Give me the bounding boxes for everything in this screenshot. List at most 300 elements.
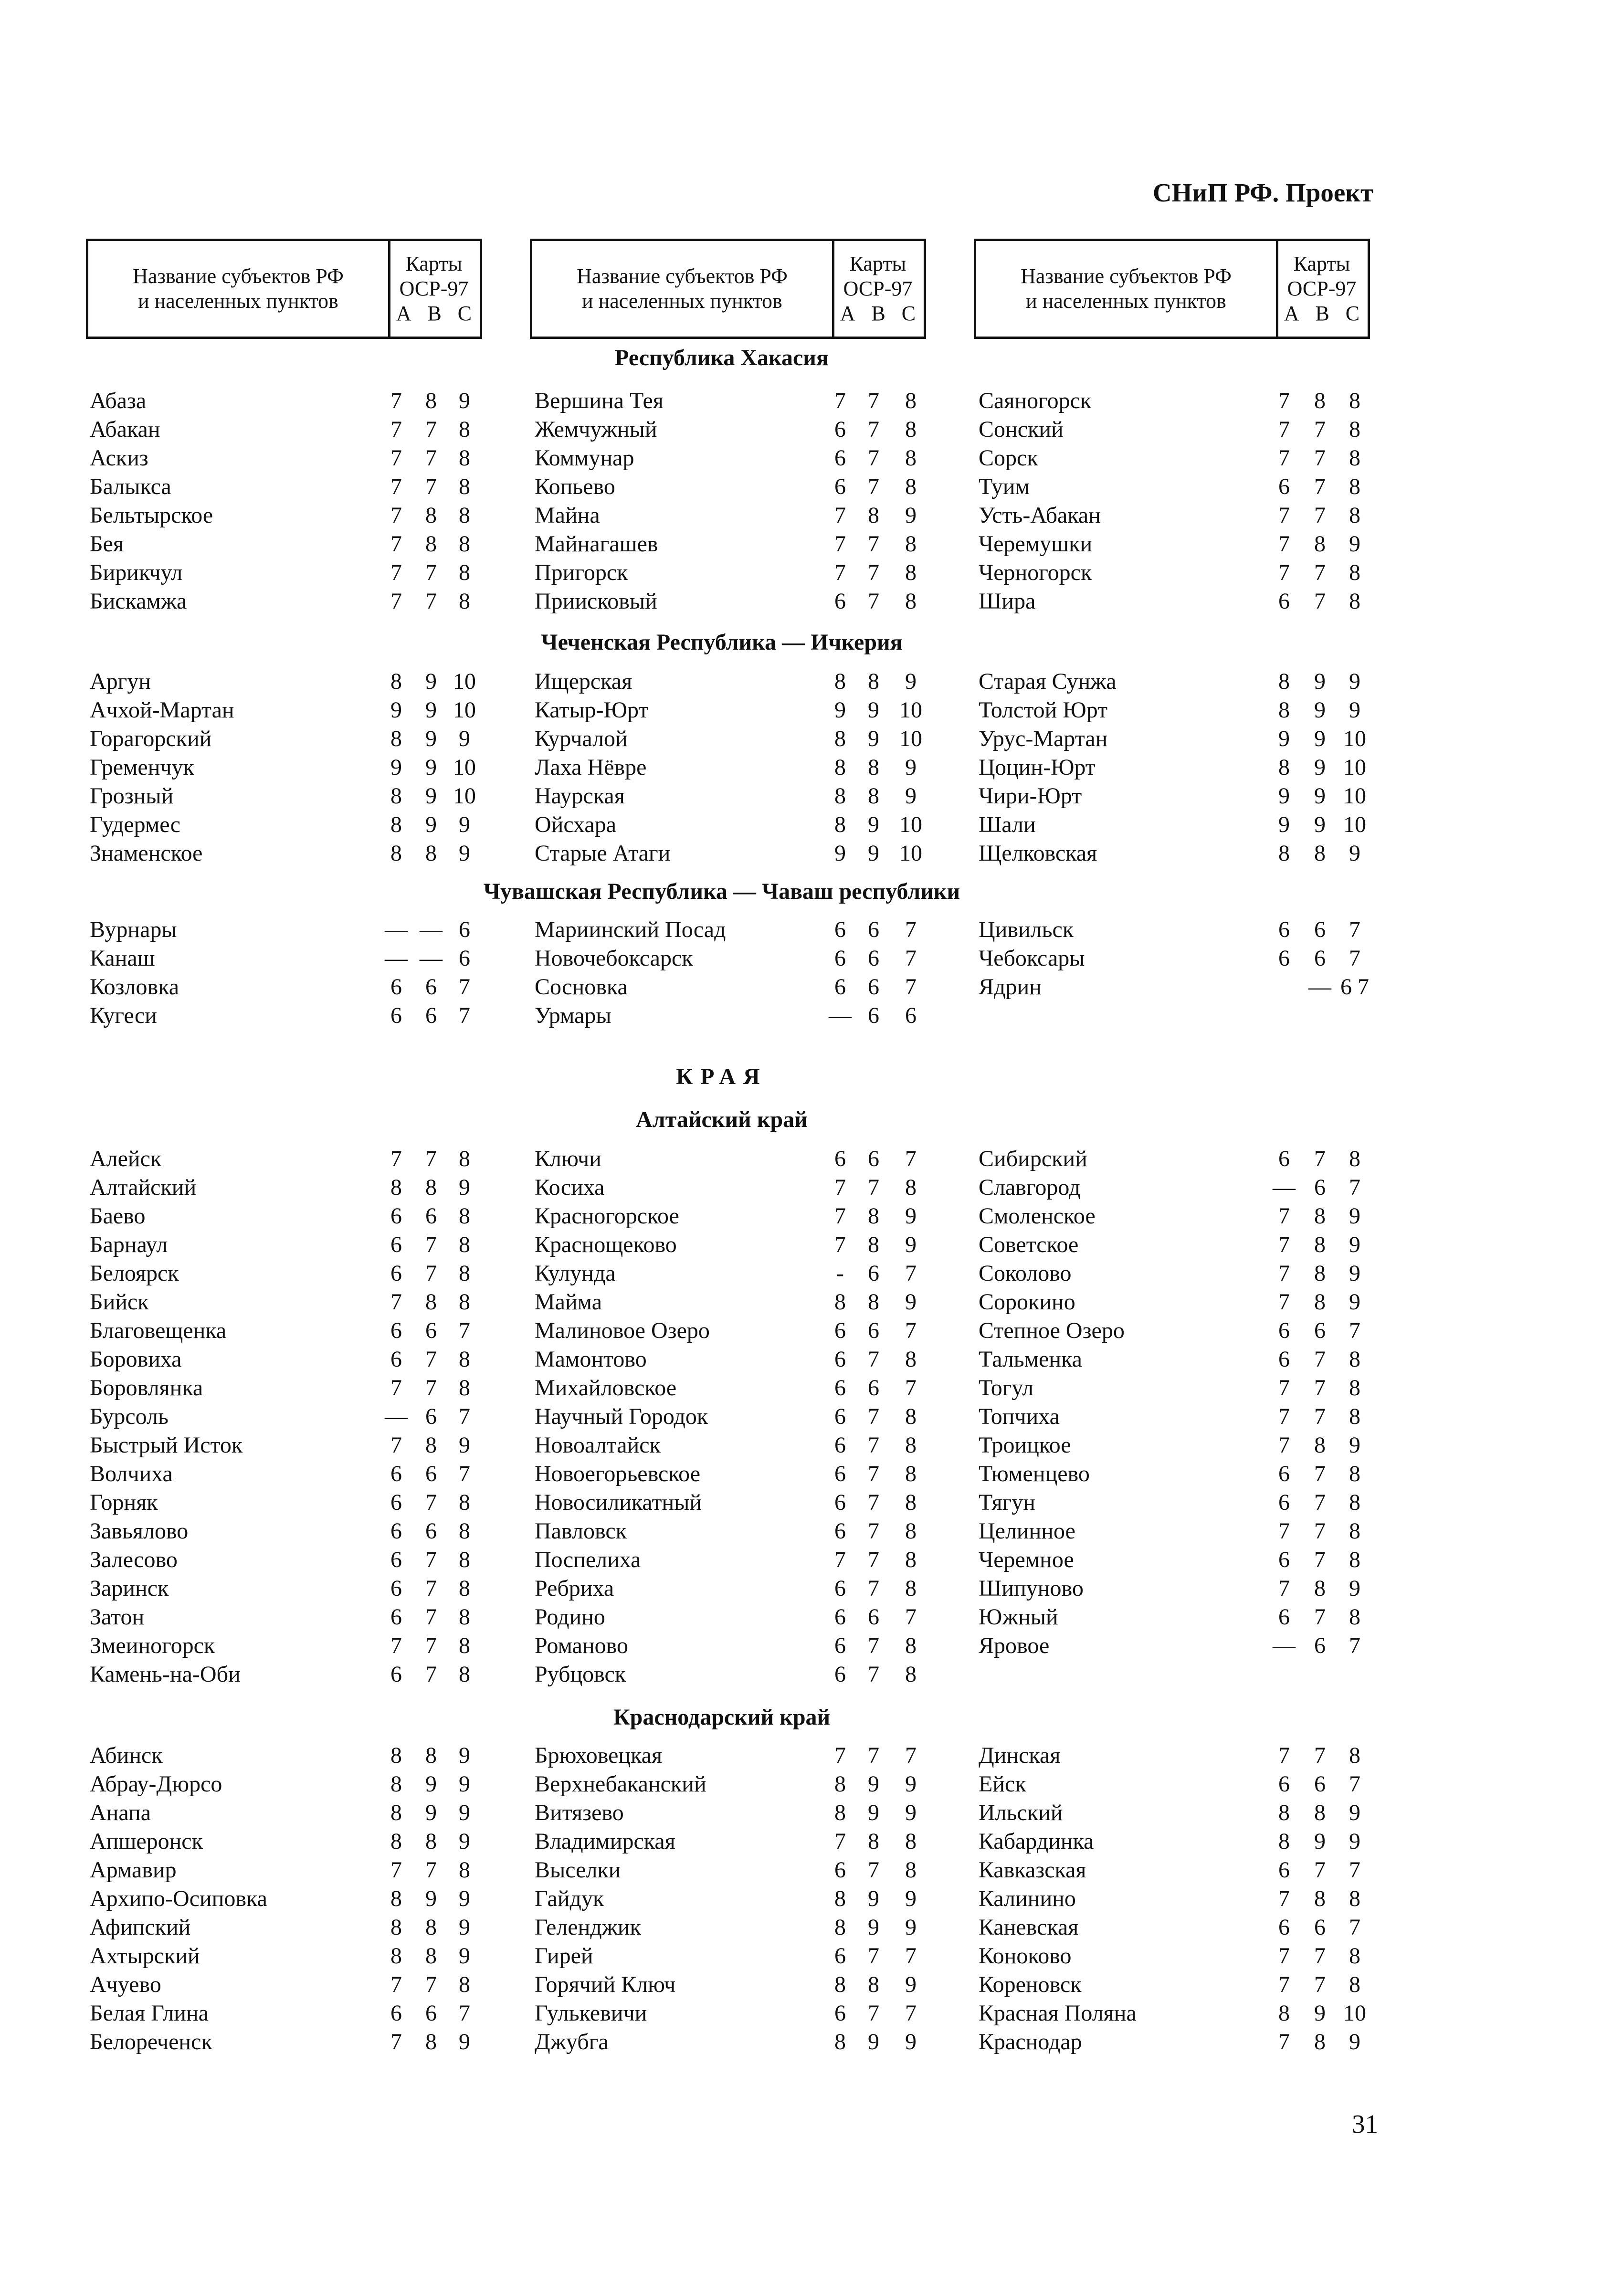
value-a: 6 — [1278, 1347, 1290, 1372]
settlement-name: Сорокино — [979, 1289, 1075, 1315]
settlement-name: Затон — [90, 1604, 145, 1630]
table-row — [90, 473, 498, 501]
value-c: 7 — [905, 1146, 917, 1171]
settlement-name: Сонский — [979, 417, 1064, 442]
value-b: 9 — [425, 755, 437, 780]
value-b: 9 — [1314, 1829, 1326, 1854]
table-row — [90, 1603, 498, 1632]
value-b: — — [1308, 974, 1331, 1000]
value-c: 8 — [1349, 417, 1360, 442]
header-name-cell — [532, 241, 834, 337]
table-row — [535, 1345, 944, 1374]
value-c: 10 — [899, 841, 922, 866]
header-name-cell — [88, 241, 390, 337]
table-row — [90, 1402, 498, 1431]
settlement-name: Урмары — [535, 1003, 611, 1028]
settlement-name: Черемушки — [979, 531, 1093, 557]
value-c: 9 — [459, 812, 470, 837]
table-row — [90, 1288, 498, 1317]
settlement-name: Абинск — [90, 1743, 163, 1768]
table-row — [535, 782, 944, 811]
value-c: 9 — [1349, 1576, 1360, 1601]
value-b: 7 — [868, 589, 879, 614]
value-c: 10 — [453, 755, 476, 780]
value-b: 6 — [425, 1203, 437, 1229]
value-c: 8 — [905, 1490, 917, 1515]
table-row — [90, 501, 498, 530]
settlement-name: Вершина Тея — [535, 388, 664, 413]
table-row — [90, 725, 498, 753]
value-c: 9 — [905, 1203, 917, 1229]
value-c: 8 — [459, 503, 470, 528]
value-a: 8 — [390, 783, 402, 809]
header-maps-label-2: ОСР-97 — [1287, 277, 1357, 300]
settlement-name: Гайдук — [535, 1886, 604, 1911]
table-row — [979, 1374, 1388, 1402]
table-row — [535, 1856, 944, 1885]
value-a: 7 — [834, 1829, 846, 1854]
header-maps-cell — [832, 241, 924, 337]
value-b: 6 — [425, 1518, 437, 1544]
value-c: 8 — [459, 1972, 470, 1997]
value-c: 9 — [459, 1432, 470, 1458]
settlement-name: Коноково — [979, 1943, 1072, 1969]
value-a: 6 — [390, 1547, 402, 1572]
value-c: 7 — [905, 917, 917, 942]
settlement-name: Майма — [535, 1289, 602, 1315]
value-c: 8 — [459, 560, 470, 585]
value-a: 7 — [1278, 531, 1290, 557]
settlement-name: Тогул — [979, 1375, 1034, 1401]
table-row — [535, 725, 944, 753]
value-a: 6 — [390, 1318, 402, 1343]
value-b: — — [420, 917, 443, 942]
value-c: 9 — [905, 503, 917, 528]
table-row — [90, 944, 498, 973]
value-c: 8 — [905, 531, 917, 557]
value-b: 8 — [1314, 1432, 1326, 1458]
header-col-c: C — [901, 302, 916, 325]
value-b: 7 — [425, 1347, 437, 1372]
settlement-name: Геленджик — [535, 1915, 641, 1940]
value-a: 6 — [834, 1576, 846, 1601]
column-header-box — [86, 239, 482, 339]
value-a: 6 — [834, 445, 846, 471]
value-c: 9 — [905, 1915, 917, 1940]
header-maps-label-2: ОСР-97 — [399, 277, 469, 300]
value-b: 7 — [868, 531, 879, 557]
value-a: 7 — [390, 560, 402, 585]
value-c: 8 — [905, 1347, 917, 1372]
settlement-name: Новоалтайск — [535, 1432, 661, 1458]
settlement-name: Бирикчул — [90, 560, 183, 585]
value-c: 9 — [1349, 1289, 1360, 1315]
value-a: 7 — [1278, 445, 1290, 471]
value-b: 7 — [868, 388, 879, 413]
value-b: 6 — [868, 974, 879, 1000]
value-b: 7 — [1314, 1347, 1326, 1372]
value-c: 8 — [1349, 1547, 1360, 1572]
table-row — [90, 1259, 498, 1288]
table-row — [979, 558, 1388, 587]
value-c: 8 — [905, 1432, 917, 1458]
settlement-name: Быстрый Исток — [90, 1432, 243, 1458]
value-c: 8 — [1349, 1604, 1360, 1630]
value-a: 6 — [834, 1432, 846, 1458]
column-header-box — [974, 239, 1370, 339]
section-title: Краснодарский край — [613, 1705, 831, 1730]
value-a: 7 — [834, 388, 846, 413]
table-row — [90, 1546, 498, 1574]
value-a: 8 — [390, 669, 402, 694]
table-row — [90, 530, 498, 558]
table-row — [535, 1770, 944, 1799]
value-c: 7 — [1349, 1318, 1360, 1343]
table-row — [979, 1288, 1388, 1317]
table-row — [979, 1546, 1388, 1574]
table-row — [979, 1145, 1388, 1173]
value-a: 6 — [1278, 589, 1290, 614]
header-col-a: A — [840, 302, 855, 325]
settlement-name: Владимирская — [535, 1829, 675, 1854]
value-c: 8 — [905, 1404, 917, 1429]
value-a: 7 — [390, 445, 402, 471]
value-b: 7 — [1314, 560, 1326, 585]
settlement-name: Ачуево — [90, 1972, 161, 1997]
value-b: 8 — [1314, 1203, 1326, 1229]
header-col-c: C — [1345, 302, 1360, 325]
settlement-name: Вурнары — [90, 917, 177, 942]
table-row — [535, 1374, 944, 1402]
value-a: 6 — [390, 1518, 402, 1544]
settlement-name: Абакан — [90, 417, 160, 442]
value-a: 7 — [1278, 2029, 1290, 2054]
value-c: 10 — [453, 783, 476, 809]
value-a: 7 — [834, 1743, 846, 1768]
table-row — [90, 1970, 498, 1999]
table-row — [535, 1402, 944, 1431]
table-row — [979, 1231, 1388, 1259]
value-a: 8 — [834, 669, 846, 694]
table-row — [535, 587, 944, 616]
settlement-name: Шира — [979, 589, 1036, 614]
value-b: 7 — [1314, 503, 1326, 528]
value-c: 8 — [1349, 1518, 1360, 1544]
value-b: 6 — [868, 1318, 879, 1343]
value-c: 9 — [459, 388, 470, 413]
value-c: 8 — [459, 1203, 470, 1229]
settlement-name: Малиновое Озеро — [535, 1318, 710, 1343]
settlement-name: Заринск — [90, 1576, 169, 1601]
value-b: 7 — [1314, 1375, 1326, 1401]
value-c: 9 — [459, 1800, 470, 1825]
table-row — [979, 1913, 1388, 1942]
value-c: 9 — [459, 1743, 470, 1768]
table-row — [535, 1001, 944, 1030]
group-heading-kraya: КРАЯ — [676, 1064, 768, 1089]
value-a: 6 — [390, 1203, 402, 1229]
table-row — [979, 1970, 1388, 1999]
value-a: 7 — [390, 2029, 402, 2054]
value-c: 9 — [1349, 1800, 1360, 1825]
settlement-name: Верхнебаканский — [535, 1771, 706, 1797]
value-b: 9 — [868, 1800, 879, 1825]
settlement-name: Алтайский — [90, 1175, 197, 1200]
settlement-name: Гирей — [535, 1943, 593, 1969]
value-c: 7 — [459, 1003, 470, 1028]
settlement-name: Апшеронск — [90, 1829, 203, 1854]
table-row — [90, 1799, 498, 1827]
settlement-name: Цоцин-Юрт — [979, 755, 1096, 780]
value-b: 8 — [1314, 531, 1326, 557]
table-row — [90, 415, 498, 444]
table-row — [535, 1885, 944, 1913]
value-a: 6 — [1278, 1547, 1290, 1572]
table-row — [90, 1488, 498, 1517]
table-row — [979, 973, 1388, 1001]
table-row — [90, 1460, 498, 1488]
settlement-name: Бийск — [90, 1289, 149, 1315]
value-c: 10 — [1343, 2001, 1366, 2026]
settlement-name: Горячий Ключ — [535, 1972, 676, 1997]
header-maps-cell — [388, 241, 480, 337]
table-row — [979, 753, 1388, 782]
value-a: 7 — [834, 503, 846, 528]
value-b: 7 — [868, 445, 879, 471]
value-a: 6 — [834, 417, 846, 442]
value-a: 7 — [390, 1633, 402, 1658]
settlement-name: Поспелиха — [535, 1547, 641, 1572]
table-row — [90, 753, 498, 782]
table-row — [535, 1942, 944, 1970]
settlement-name: Бея — [90, 531, 124, 557]
table-row — [90, 1431, 498, 1460]
table-row — [90, 1317, 498, 1345]
table-row — [535, 1259, 944, 1288]
table-row — [535, 1231, 944, 1259]
value-b: 6 — [868, 1261, 879, 1286]
value-a: 8 — [834, 755, 846, 780]
header-name-label: Название субъектов РФ — [577, 264, 788, 288]
settlement-name: Грозный — [90, 783, 174, 809]
section-title: Чувашская Республика — Чаваш республики — [483, 879, 960, 904]
table-row — [90, 1913, 498, 1942]
table-row — [979, 811, 1388, 839]
value-a: 8 — [390, 1800, 402, 1825]
value-a: 6 — [834, 1662, 846, 1687]
header-col-a: A — [1284, 302, 1299, 325]
settlement-name: Славгород — [979, 1175, 1081, 1200]
settlement-name: Южный — [979, 1604, 1058, 1630]
value-b: 8 — [868, 1972, 879, 1997]
settlement-name: Кореновск — [979, 1972, 1082, 1997]
table-row — [535, 501, 944, 530]
value-b: 7 — [1314, 1943, 1326, 1969]
table-row — [90, 1145, 498, 1173]
value-a: 6 — [390, 1604, 402, 1630]
value-a: 6 — [390, 1232, 402, 1257]
settlement-name: Динская — [979, 1743, 1061, 1768]
settlement-name: Боровиха — [90, 1347, 182, 1372]
value-b: 9 — [868, 726, 879, 751]
value-a: 8 — [834, 1771, 846, 1797]
table-row — [90, 1374, 498, 1402]
value-a: 9 — [1278, 783, 1290, 809]
settlement-name: Анапа — [90, 1800, 151, 1825]
header-name-label-2: и населенных пунктов — [138, 289, 338, 313]
settlement-name: Аскиз — [90, 445, 148, 471]
value-b: 8 — [1314, 1576, 1326, 1601]
value-c: 8 — [1349, 1375, 1360, 1401]
value-c: 8 — [459, 531, 470, 557]
table-row — [90, 1885, 498, 1913]
value-b: 8 — [425, 1432, 437, 1458]
value-b: 6 — [868, 946, 879, 971]
settlement-name: Белореченск — [90, 2029, 212, 2054]
settlement-name: Черемное — [979, 1547, 1074, 1572]
value-a: 8 — [1278, 697, 1290, 723]
table-row — [535, 1460, 944, 1488]
value-c: 7 — [459, 2001, 470, 2026]
value-c: 7 — [905, 2001, 917, 2026]
table-row — [979, 725, 1388, 753]
value-c: 8 — [1349, 1743, 1360, 1768]
value-b: — — [420, 946, 443, 971]
value-c: 9 — [459, 1771, 470, 1797]
settlement-name: Приисковый — [535, 589, 657, 614]
table-row — [90, 1632, 498, 1660]
table-row — [90, 1827, 498, 1856]
value-b: 6 — [425, 1318, 437, 1343]
value-a: 6 — [390, 1347, 402, 1372]
table-row — [535, 696, 944, 725]
settlement-name: Каневская — [979, 1915, 1079, 1940]
value-b: 8 — [868, 1232, 879, 1257]
settlement-name: Толстой Юрт — [979, 697, 1108, 723]
settlement-name: Лаха Нёвре — [535, 755, 647, 780]
value-b: 8 — [425, 1915, 437, 1940]
table-row — [535, 811, 944, 839]
table-row — [535, 387, 944, 415]
table-row — [979, 839, 1388, 868]
settlement-name: Коммунар — [535, 445, 634, 471]
table-row — [979, 1741, 1388, 1770]
value-a: 6 — [390, 1662, 402, 1687]
settlement-name: Тюменцево — [979, 1461, 1090, 1486]
value-c: 6 — [459, 946, 470, 971]
value-c: 9 — [905, 669, 917, 694]
value-c: 8 — [459, 474, 470, 499]
value-c: 8 — [905, 1633, 917, 1658]
value-b: 8 — [425, 841, 437, 866]
value-c: 7 — [1349, 1175, 1360, 1200]
settlement-name: Архипо-Осиповка — [90, 1886, 267, 1911]
settlement-name: Ищерская — [535, 669, 632, 694]
settlement-name: Змеиногорск — [90, 1633, 215, 1658]
settlement-name: Горняк — [90, 1490, 158, 1515]
settlement-name: Мамонтово — [535, 1347, 647, 1372]
header-name-label-2: и населенных пунктов — [1026, 289, 1226, 313]
table-row — [979, 1259, 1388, 1288]
settlement-name: Шипуново — [979, 1576, 1084, 1601]
value-c: 7 — [905, 1318, 917, 1343]
table-row — [535, 1145, 944, 1173]
settlement-name: Барнаул — [90, 1232, 168, 1257]
value-c: 7 — [1349, 1915, 1360, 1940]
header-name-label-2: и населенных пунктов — [582, 289, 782, 313]
value-b: 8 — [425, 388, 437, 413]
value-b: 7 — [425, 1576, 437, 1601]
value-a: 8 — [834, 726, 846, 751]
table-row — [979, 1173, 1388, 1202]
value-b: 7 — [1314, 1547, 1326, 1572]
settlement-name: Троицкое — [979, 1432, 1071, 1458]
value-a: 6 — [834, 1347, 846, 1372]
settlement-name: Шали — [979, 812, 1036, 837]
table-row — [535, 1603, 944, 1632]
value-a: 7 — [834, 531, 846, 557]
value-b: 7 — [1314, 1972, 1326, 1997]
settlement-name: Сибирский — [979, 1146, 1087, 1171]
value-b: 7 — [425, 1261, 437, 1286]
table-row — [90, 1660, 498, 1689]
value-b: 7 — [425, 1547, 437, 1572]
value-b: 6 — [1314, 1915, 1326, 1940]
value-a: 6 — [834, 1404, 846, 1429]
value-c: 8 — [1349, 474, 1360, 499]
settlement-name: Мариинский Посад — [535, 917, 726, 942]
table-row — [535, 473, 944, 501]
header-name-label: Название субъектов РФ — [133, 264, 344, 288]
value-b: 6 — [868, 1003, 879, 1028]
value-c: 8 — [459, 1232, 470, 1257]
settlement-name: Бельтырское — [90, 503, 213, 528]
value-b: 8 — [1314, 1289, 1326, 1315]
value-c: 9 — [1349, 697, 1360, 723]
header-name-cell — [976, 241, 1278, 337]
settlement-name: Майна — [535, 503, 600, 528]
value-b: 6 — [868, 917, 879, 942]
value-c: 9 — [1349, 1232, 1360, 1257]
value-a: 9 — [1278, 812, 1290, 837]
table-row — [90, 1942, 498, 1970]
value-a: 8 — [1278, 755, 1290, 780]
value-b: 7 — [1314, 1461, 1326, 1486]
settlement-name: Белая Глина — [90, 2001, 209, 2026]
value-b: 9 — [425, 812, 437, 837]
value-c: 9 — [905, 1232, 917, 1257]
table-row — [979, 1885, 1388, 1913]
header-abc — [1276, 301, 1368, 326]
header-maps-label-2: ОСР-97 — [843, 277, 913, 300]
value-a: 8 — [390, 1943, 402, 1969]
value-b: 8 — [868, 1289, 879, 1315]
value-b: 7 — [425, 417, 437, 442]
value-a: 8 — [834, 1289, 846, 1315]
value-b: 7 — [1314, 445, 1326, 471]
value-a: 6 — [834, 1943, 846, 1969]
value-b: 7 — [425, 445, 437, 471]
settlement-name: Залесово — [90, 1547, 178, 1572]
table-row — [535, 916, 944, 944]
value-c: 8 — [459, 1662, 470, 1687]
value-c: 8 — [459, 1633, 470, 1658]
value-a: 6 — [1278, 946, 1290, 971]
value-c: 8 — [1349, 589, 1360, 614]
value-a: 6 — [834, 917, 846, 942]
value-a: — — [385, 946, 408, 971]
value-b: 8 — [1314, 1261, 1326, 1286]
